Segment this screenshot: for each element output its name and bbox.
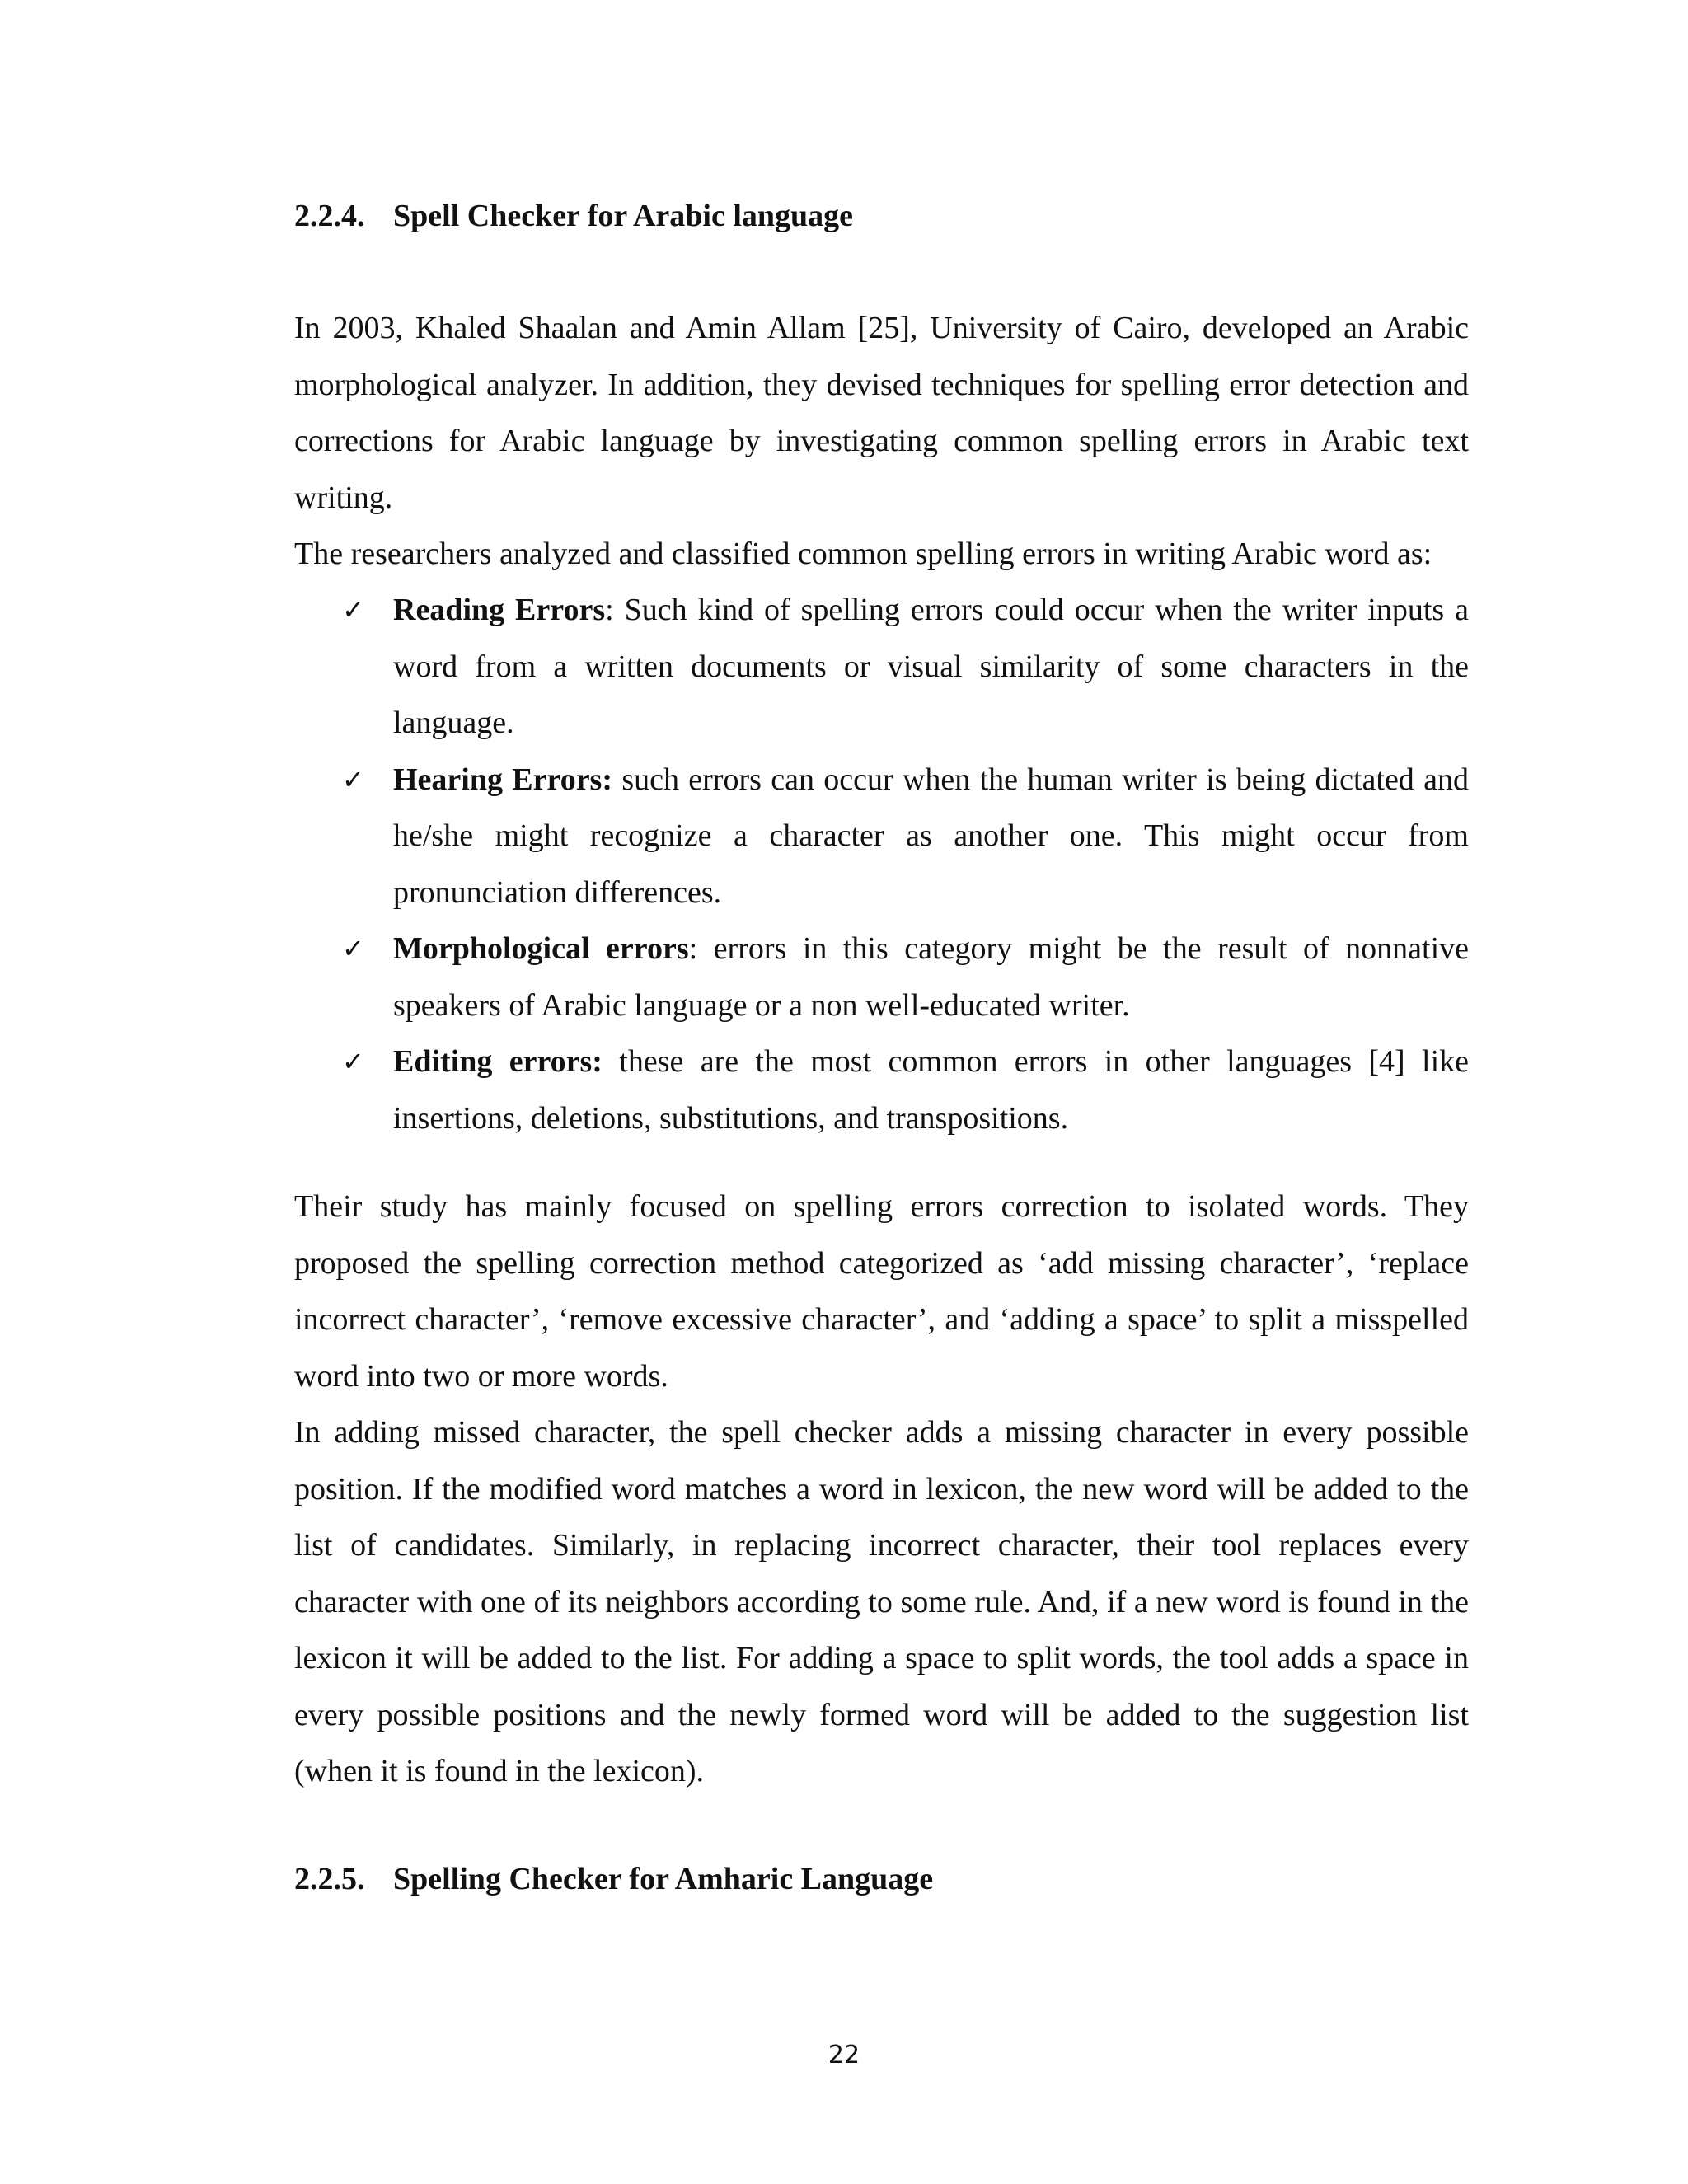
list-item [294, 582, 1469, 752]
checkmark-icon: ✓ [342, 933, 364, 964]
section-number: 2.2.4. [294, 199, 365, 233]
section-heading-2-2-5 [294, 1859, 933, 1899]
error-type-description: errors in this category might be the result of nonnative speakers of Arabic language or a non well-educated writer. [393, 931, 1470, 1023]
error-type-term: Reading Errors [393, 593, 606, 627]
checkmark-icon: ✓ [342, 1046, 364, 1077]
page-number: 22 [828, 2041, 860, 2069]
section-number: 2.2.5. [294, 1862, 365, 1896]
error-types-list [294, 582, 1469, 1146]
error-type-term: Hearing Errors: [393, 762, 612, 797]
checkmark-icon: ✓ [342, 763, 364, 795]
section-heading-2-2-4 [294, 196, 853, 236]
list-item [294, 1033, 1469, 1146]
error-type-separator: : [688, 931, 698, 966]
error-type-term: Editing errors: [393, 1044, 603, 1079]
list-item [294, 752, 1469, 921]
error-type-description: these are the most common errors in other languages [4] like insertions, deletions, substitutions, and transpositions. [393, 1044, 1469, 1136]
error-type-separator: : [605, 593, 614, 627]
error-type-description: such errors can occur when the human writer is being dictated and he/she might recognize a character as another one. This might occur from pronunciation differences. [393, 762, 1469, 910]
error-type-term: Morphological errors [393, 931, 689, 966]
section-title: Spelling Checker for Amharic Language [393, 1862, 934, 1896]
method-paragraph: In adding missed character, the spell checker adds a missing character in every possible position. If the modified word matches a word in lexicon, the new word will be added to the list of candidates. Similarly, in replacing incorrect character, their tool replaces every character with one of its neighbors according to some rule. And, if a new word is found in the lexicon it will be added to the list. For adding a space to split words, the tool adds a space in every possible positions and the newly formed word will be added to the suggestion list (when it is found in the lexicon). [294, 1415, 1469, 1788]
section-title: Spell Checker for Arabic language [393, 199, 854, 233]
intro-paragraph: In 2003, Khaled Shaalan and Amin Allam [25], University of Cairo, developed an Arabic morphological analyzer. In addition, they devised techniques for spelling error detection and corrections for Arabic language by investigating common spelling errors in Arabic text writing. [294, 311, 1469, 515]
classification-sentence: The researchers analyzed and classified common spelling errors in writing Arabic word as: [294, 537, 1432, 571]
error-type-description: Such kind of spelling errors could occur when the writer inputs a word from a written documents or visual similarity of some characters in the language. [393, 593, 1469, 740]
checkmark-icon: ✓ [342, 594, 364, 626]
list-item [294, 921, 1469, 1033]
study-paragraph: Their study has mainly focused on spelling errors correction to isolated words. They proposed the spelling correction method categorized as ‘add missing character’, ‘replace incorrect character’, ‘remove excessive character’, and ‘adding a space’ to split a misspelled word into two or more words. [294, 1189, 1469, 1394]
